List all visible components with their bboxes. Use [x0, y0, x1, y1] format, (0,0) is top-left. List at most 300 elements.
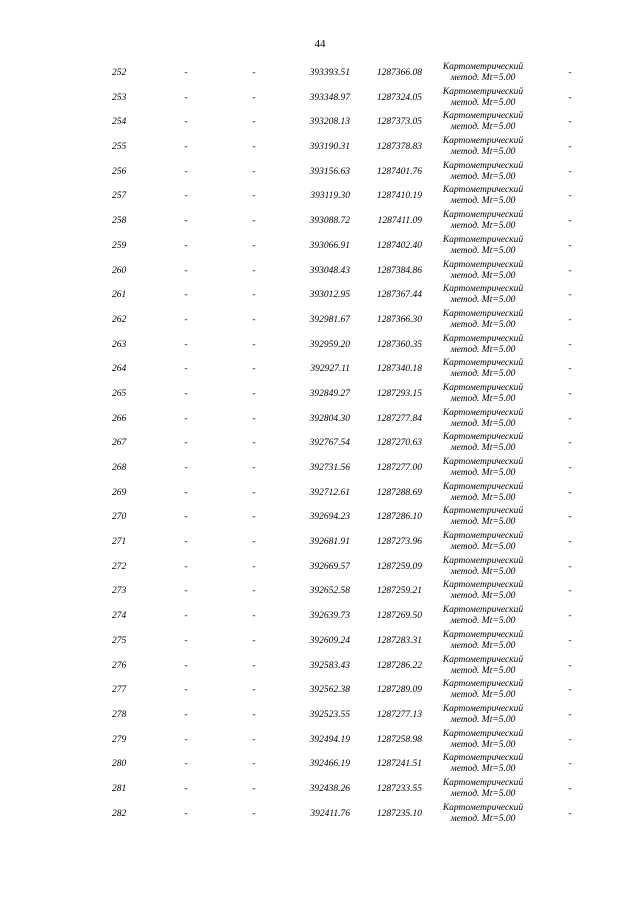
- x-coordinate-cell: 392411.76: [310, 808, 350, 819]
- dash-cell: -: [252, 586, 256, 597]
- y-coordinate-cell: 1287289.09: [376, 685, 422, 696]
- point-number-cell: 273: [112, 586, 127, 597]
- dash-cell: -: [252, 660, 256, 671]
- y-coordinate-cell: 1287384.86: [376, 265, 422, 276]
- x-coordinate-cell: 392562.38: [309, 685, 350, 696]
- dash-cell: -: [568, 808, 572, 819]
- table-row: [0, 357, 640, 382]
- y-coordinate-cell: 1287277.13: [376, 709, 422, 720]
- dash-cell: -: [184, 808, 188, 819]
- method-accuracy: метод. Mt=5.00: [450, 270, 516, 281]
- x-coordinate-cell: 392804.30: [309, 413, 350, 424]
- method-accuracy: метод. Mt=5.00: [450, 640, 516, 651]
- y-coordinate-cell: 1287270.63: [376, 438, 422, 449]
- method-name: Картометрический: [442, 777, 524, 788]
- point-number-cell: 259: [112, 240, 127, 251]
- table-row: [0, 308, 640, 333]
- method-name: Картометрический: [442, 555, 524, 566]
- method-accuracy: метод. Mt=5.00: [450, 221, 516, 232]
- x-coordinate-cell: 392639.73: [309, 611, 350, 622]
- point-number-cell: 282: [112, 808, 127, 819]
- method-name: Картометрический: [442, 531, 524, 542]
- y-coordinate-cell: 1287283.31: [376, 635, 422, 646]
- point-number-cell: 271: [112, 537, 127, 548]
- method-cell: [428, 110, 538, 136]
- method-name: Картометрический: [442, 679, 524, 690]
- point-number-cell: 265: [112, 388, 127, 399]
- x-coordinate-cell: 393048.43: [309, 265, 350, 276]
- point-number-cell: 276: [112, 660, 127, 671]
- dash-cell: -: [568, 487, 572, 498]
- table-row: [0, 728, 640, 753]
- y-coordinate-cell: 1287286.10: [376, 512, 422, 523]
- point-number-cell: 270: [112, 512, 127, 523]
- point-number-cell: 277: [112, 685, 127, 696]
- dash-cell: -: [568, 463, 572, 473]
- method-accuracy: метод. Mt=5.00: [450, 344, 516, 355]
- dash-cell: -: [252, 759, 256, 770]
- table-row: [0, 407, 640, 432]
- dash-cell: -: [252, 487, 256, 498]
- dash-cell: -: [184, 734, 188, 745]
- y-coordinate-cell: 1287410.19: [376, 191, 422, 202]
- page-number: 44: [314, 38, 326, 50]
- method-name: Картометрический: [442, 506, 524, 517]
- dash-cell: -: [568, 685, 572, 696]
- y-coordinate-cell: 1287233.55: [376, 783, 422, 794]
- dash-cell: -: [252, 388, 256, 399]
- point-number-cell: 262: [112, 314, 127, 325]
- x-coordinate-cell: 393348.97: [309, 92, 350, 103]
- point-number-cell: 261: [112, 290, 127, 301]
- y-coordinate-cell: 1287277.84: [376, 413, 422, 424]
- method-cell: [428, 703, 538, 729]
- dash-cell: -: [568, 364, 572, 375]
- method-cell: [428, 407, 538, 433]
- method-cell: [428, 333, 538, 359]
- dash-cell: -: [184, 265, 188, 276]
- dash-cell: -: [568, 438, 572, 449]
- method-accuracy: метод. Mt=5.00: [450, 443, 516, 454]
- dash-cell: -: [252, 191, 256, 202]
- dash-cell: -: [184, 611, 188, 622]
- y-coordinate-cell: 1287360.35: [376, 339, 422, 350]
- x-coordinate-cell: 392523.55: [309, 709, 350, 720]
- dash-cell: -: [184, 142, 188, 153]
- x-coordinate-cell: 392712.61: [309, 487, 350, 498]
- x-coordinate-cell: 392438.26: [309, 783, 350, 794]
- dash-cell: -: [252, 265, 256, 276]
- y-coordinate-cell: 1287340.18: [376, 364, 422, 375]
- point-number-cell: 272: [112, 561, 127, 572]
- dash-cell: -: [184, 561, 188, 572]
- y-coordinate-cell: 1287378.83: [376, 142, 422, 153]
- y-coordinate-cell: 1287366.30: [376, 314, 422, 325]
- dash-cell: -: [184, 438, 188, 449]
- dash-cell: -: [568, 586, 572, 597]
- method-cell: [428, 752, 538, 778]
- table-row: [0, 629, 640, 654]
- dash-cell: -: [252, 290, 256, 301]
- method-name: Картометрический: [442, 728, 524, 739]
- table-row: [0, 110, 640, 135]
- method-cell: [428, 505, 538, 531]
- method-accuracy: метод. Mt=5.00: [450, 97, 516, 108]
- dash-cell: -: [252, 635, 256, 646]
- method-name: Картометрический: [442, 259, 524, 270]
- method-name: Картометрический: [442, 284, 524, 295]
- dash-cell: -: [252, 611, 256, 622]
- dash-cell: -: [252, 512, 256, 523]
- dash-cell: -: [184, 759, 188, 770]
- dash-cell: -: [568, 142, 572, 153]
- method-cell: [428, 357, 538, 383]
- dash-cell: -: [568, 413, 572, 424]
- coordinates-table: [0, 61, 640, 826]
- point-number-cell: 256: [112, 166, 127, 177]
- method-accuracy: метод. Mt=5.00: [450, 517, 516, 528]
- method-cell: [428, 530, 538, 556]
- table-row: [0, 481, 640, 506]
- dash-cell: -: [184, 117, 188, 128]
- dash-cell: -: [184, 709, 188, 720]
- point-number-cell: 263: [112, 339, 127, 350]
- method-name: Картометрический: [442, 753, 524, 764]
- table-row: [0, 530, 640, 555]
- dash-cell: -: [568, 265, 572, 276]
- method-accuracy: метод. Mt=5.00: [450, 690, 516, 701]
- method-cell: [428, 160, 538, 186]
- dash-cell: -: [252, 685, 256, 696]
- method-name: Картометрический: [442, 210, 524, 221]
- dash-cell: -: [568, 191, 572, 202]
- y-coordinate-cell: 1287324.05: [376, 92, 422, 103]
- dash-cell: -: [184, 388, 188, 399]
- method-cell: [428, 209, 538, 235]
- method-accuracy: метод. Mt=5.00: [450, 591, 516, 602]
- y-coordinate-cell: 1287269.50: [376, 611, 422, 622]
- method-name: Картометрический: [442, 136, 524, 147]
- table-row: [0, 456, 640, 481]
- x-coordinate-cell: 392959.20: [309, 339, 350, 350]
- dash-cell: -: [568, 92, 572, 103]
- point-number-cell: 268: [112, 463, 127, 473]
- x-coordinate-cell: 392731.56: [309, 463, 350, 473]
- x-coordinate-cell: 392583.43: [309, 660, 350, 671]
- table-row: [0, 604, 640, 629]
- dash-cell: -: [568, 166, 572, 177]
- method-accuracy: метод. Mt=5.00: [450, 616, 516, 627]
- dash-cell: -: [252, 808, 256, 819]
- method-cell: [428, 184, 538, 210]
- method-accuracy: метод. Mt=5.00: [450, 171, 516, 182]
- dash-cell: -: [184, 783, 188, 794]
- x-coordinate-cell: 393393.51: [309, 68, 350, 78]
- method-cell: [428, 308, 538, 334]
- y-coordinate-cell: 1287401.76: [376, 166, 422, 177]
- method-accuracy: метод. Mt=5.00: [450, 714, 516, 725]
- method-cell: [428, 678, 538, 704]
- method-accuracy: метод. Mt=5.00: [450, 468, 516, 478]
- method-name: Картометрический: [442, 308, 524, 319]
- dash-cell: -: [252, 92, 256, 103]
- method-name: Картометрический: [442, 629, 524, 640]
- dash-cell: -: [184, 537, 188, 548]
- dash-cell: -: [568, 709, 572, 720]
- point-number-cell: 280: [112, 759, 127, 770]
- method-accuracy: метод. Mt=5.00: [450, 665, 516, 676]
- dash-cell: -: [568, 759, 572, 770]
- method-cell: [428, 135, 538, 161]
- dash-cell: -: [184, 166, 188, 177]
- dash-cell: -: [252, 561, 256, 572]
- dash-cell: -: [252, 314, 256, 325]
- method-cell: [428, 629, 538, 655]
- dash-cell: -: [568, 339, 572, 350]
- method-cell: [428, 456, 538, 482]
- dash-cell: -: [568, 117, 572, 128]
- point-number-cell: 281: [112, 783, 127, 794]
- dash-cell: -: [184, 463, 188, 473]
- dash-cell: -: [252, 339, 256, 350]
- method-cell: [428, 579, 538, 605]
- method-accuracy: метод. Mt=5.00: [450, 492, 516, 503]
- point-number-cell: 267: [112, 438, 127, 449]
- x-coordinate-cell: 393066.91: [309, 240, 350, 251]
- dash-cell: -: [184, 216, 188, 227]
- table-row: [0, 234, 640, 259]
- dash-cell: -: [184, 339, 188, 350]
- method-cell: [428, 654, 538, 680]
- method-cell: [428, 481, 538, 507]
- dash-cell: -: [184, 413, 188, 424]
- x-coordinate-cell: 392767.54: [309, 438, 350, 449]
- dash-cell: -: [184, 314, 188, 325]
- method-cell: [428, 802, 538, 828]
- point-number-cell: 279: [112, 734, 127, 745]
- point-number-cell: 257: [112, 191, 127, 202]
- y-coordinate-cell: 1287259.21: [376, 586, 422, 597]
- method-name: Картометрический: [442, 407, 524, 418]
- x-coordinate-cell: 392466.19: [309, 759, 350, 770]
- y-coordinate-cell: 1287277.00: [376, 463, 422, 473]
- method-cell: [428, 431, 538, 457]
- dash-cell: -: [568, 314, 572, 325]
- y-coordinate-cell: 1287367.44: [376, 290, 422, 301]
- dash-cell: -: [252, 537, 256, 548]
- dash-cell: -: [252, 364, 256, 375]
- method-name: Картометрический: [442, 703, 524, 714]
- dash-cell: -: [568, 783, 572, 794]
- y-coordinate-cell: 1287402.40: [376, 240, 422, 251]
- x-coordinate-cell: 393012.95: [309, 290, 350, 301]
- method-name: Картометрический: [442, 654, 524, 665]
- point-number-cell: 275: [112, 635, 127, 646]
- x-coordinate-cell: 392849.27: [309, 388, 350, 399]
- dash-cell: -: [568, 240, 572, 251]
- x-coordinate-cell: 392609.24: [309, 635, 350, 646]
- y-coordinate-cell: 1287373.05: [376, 117, 422, 128]
- method-name: Картометрический: [442, 86, 524, 97]
- point-number-cell: 266: [112, 413, 127, 424]
- x-coordinate-cell: 393208.13: [309, 117, 350, 128]
- dash-cell: -: [184, 586, 188, 597]
- method-accuracy: метод. Mt=5.00: [450, 122, 516, 133]
- y-coordinate-cell: 1287288.69: [376, 487, 422, 498]
- method-cell: [428, 283, 538, 309]
- method-accuracy: метод. Mt=5.00: [450, 245, 516, 256]
- method-cell: [428, 234, 538, 260]
- table-row: [0, 160, 640, 185]
- table-row: [0, 777, 640, 802]
- point-number-cell: 278: [112, 709, 127, 720]
- table-row: [0, 209, 640, 234]
- point-number-cell: 258: [112, 216, 127, 227]
- dash-cell: -: [568, 561, 572, 572]
- method-name: Картометрический: [442, 802, 524, 813]
- y-coordinate-cell: 1287273.96: [376, 537, 422, 548]
- dash-cell: -: [568, 537, 572, 548]
- method-name: Картометрический: [442, 358, 524, 369]
- dash-cell: -: [252, 240, 256, 251]
- table-row: [0, 135, 640, 160]
- point-number-cell: 260: [112, 265, 127, 276]
- y-coordinate-cell: 1287241.51: [376, 759, 422, 770]
- method-cell: [428, 555, 538, 581]
- method-name: Картометрический: [442, 234, 524, 245]
- dash-cell: -: [252, 734, 256, 745]
- method-cell: [428, 604, 538, 630]
- y-coordinate-cell: 1287293.15: [376, 388, 422, 399]
- method-name: Картометрический: [442, 185, 524, 196]
- y-coordinate-cell: 1287258.98: [376, 734, 422, 745]
- method-accuracy: метод. Mt=5.00: [450, 813, 516, 824]
- dash-cell: -: [252, 783, 256, 794]
- method-cell: [428, 728, 538, 754]
- y-coordinate-cell: 1287235.10: [376, 808, 422, 819]
- dash-cell: -: [252, 438, 256, 449]
- dash-cell: -: [184, 487, 188, 498]
- method-accuracy: метод. Mt=5.00: [450, 542, 516, 553]
- method-name: Картометрический: [442, 62, 524, 72]
- dash-cell: -: [184, 240, 188, 251]
- method-cell: [428, 86, 538, 112]
- x-coordinate-cell: 392694.23: [309, 512, 350, 523]
- dash-cell: -: [568, 290, 572, 301]
- method-accuracy: метод. Mt=5.00: [450, 319, 516, 330]
- y-coordinate-cell: 1287366.08: [376, 68, 422, 78]
- x-coordinate-cell: 392981.67: [309, 314, 350, 325]
- dash-cell: -: [568, 68, 572, 78]
- dash-cell: -: [252, 68, 256, 78]
- table-row: [0, 802, 640, 827]
- dash-cell: -: [568, 734, 572, 745]
- point-number-cell: 255: [112, 142, 127, 153]
- method-cell: [428, 259, 538, 285]
- x-coordinate-cell: 392652.58: [309, 586, 350, 597]
- method-cell: [428, 61, 538, 87]
- method-name: Картометрический: [442, 382, 524, 393]
- method-cell: [428, 382, 538, 408]
- dash-cell: -: [184, 660, 188, 671]
- method-accuracy: метод. Mt=5.00: [450, 764, 516, 775]
- point-number-cell: 254: [112, 117, 127, 128]
- method-accuracy: метод. Mt=5.00: [450, 418, 516, 429]
- dash-cell: -: [252, 413, 256, 424]
- table-row: [0, 259, 640, 284]
- method-name: Картометрический: [442, 605, 524, 616]
- dash-cell: -: [568, 660, 572, 671]
- method-accuracy: метод. Mt=5.00: [450, 739, 516, 750]
- dash-cell: -: [184, 364, 188, 375]
- table-row: [0, 431, 640, 456]
- x-coordinate-cell: 393156.63: [309, 166, 350, 177]
- dash-cell: -: [568, 611, 572, 622]
- method-accuracy: метод. Mt=5.00: [450, 73, 516, 83]
- dash-cell: -: [184, 512, 188, 523]
- dash-cell: -: [184, 290, 188, 301]
- table-row: [0, 505, 640, 530]
- table-row: [0, 555, 640, 580]
- table-row: [0, 678, 640, 703]
- dash-cell: -: [252, 166, 256, 177]
- method-name: Картометрический: [442, 457, 524, 467]
- table-row: [0, 86, 640, 111]
- method-name: Картометрический: [442, 432, 524, 443]
- x-coordinate-cell: 393190.31: [309, 142, 350, 153]
- dash-cell: -: [252, 216, 256, 227]
- dash-cell: -: [568, 512, 572, 523]
- table-row: [0, 61, 640, 86]
- table-row: [0, 382, 640, 407]
- dash-cell: -: [252, 142, 256, 153]
- x-coordinate-cell: 392669.57: [309, 561, 350, 572]
- table-row: [0, 579, 640, 604]
- dash-cell: -: [184, 685, 188, 696]
- y-coordinate-cell: 1287411.09: [377, 216, 422, 227]
- method-accuracy: метод. Mt=5.00: [450, 295, 516, 306]
- x-coordinate-cell: 392494.19: [309, 734, 350, 745]
- method-accuracy: метод. Mt=5.00: [450, 196, 516, 207]
- x-coordinate-cell: 392681.91: [309, 537, 350, 548]
- x-coordinate-cell: 392927.11: [310, 364, 350, 375]
- point-number-cell: 253: [112, 92, 127, 103]
- table-row: [0, 283, 640, 308]
- method-accuracy: метод. Mt=5.00: [450, 147, 516, 158]
- dash-cell: -: [184, 92, 188, 103]
- point-number-cell: 252: [112, 68, 127, 78]
- method-name: Картометрический: [442, 333, 524, 344]
- table-row: [0, 654, 640, 679]
- y-coordinate-cell: 1287286.22: [376, 660, 422, 671]
- dash-cell: -: [184, 635, 188, 646]
- method-accuracy: метод. Mt=5.00: [450, 566, 516, 577]
- method-name: Картометрический: [442, 580, 524, 591]
- point-number-cell: 269: [112, 487, 127, 498]
- method-name: Картометрический: [442, 160, 524, 171]
- table-row: [0, 703, 640, 728]
- y-coordinate-cell: 1287259.09: [376, 561, 422, 572]
- method-accuracy: метод. Mt=5.00: [450, 393, 516, 404]
- x-coordinate-cell: 393088.72: [309, 216, 350, 227]
- x-coordinate-cell: 393119.30: [310, 191, 350, 202]
- method-name: Картометрический: [442, 481, 524, 492]
- dash-cell: -: [252, 463, 256, 473]
- dash-cell: -: [184, 68, 188, 78]
- method-accuracy: метод. Mt=5.00: [450, 369, 516, 380]
- dash-cell: -: [568, 635, 572, 646]
- table-row: [0, 333, 640, 358]
